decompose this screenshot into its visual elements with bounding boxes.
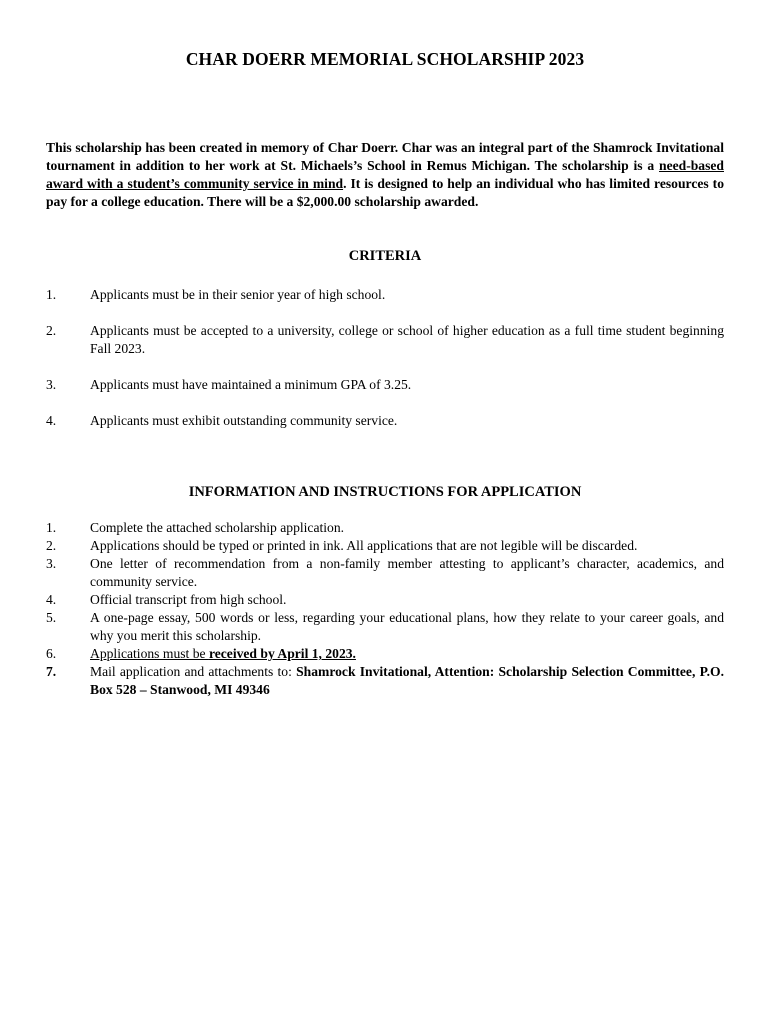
instruction-item xyxy=(46,555,724,591)
criteria-item xyxy=(46,376,724,394)
criteria-item-text: Applicants must exhibit outstanding community service. xyxy=(90,413,398,428)
instruction-item xyxy=(46,609,724,645)
criteria-item-number: 2. xyxy=(46,323,57,338)
instruction-item-text: Applications should be typed or printed in ink. All applications that are not legible will be discarded. xyxy=(90,538,638,553)
intro-paragraph xyxy=(46,139,724,211)
instructions-list xyxy=(46,519,724,699)
instruction-item-text: Official transcript from high school. xyxy=(90,592,287,607)
instruction-item-number: 2. xyxy=(46,538,57,553)
instructions-heading: INFORMATION AND INSTRUCTIONS FOR APPLICATION xyxy=(188,484,582,500)
deadline-date: received by April 1, 2023. xyxy=(208,646,356,661)
instruction-item-number: 4. xyxy=(46,592,57,607)
instruction-item xyxy=(46,591,724,609)
instruction-item-number: 1. xyxy=(46,520,57,535)
criteria-item-number: 3. xyxy=(46,377,57,392)
deadline-text xyxy=(90,646,356,661)
instruction-item-deadline xyxy=(46,645,724,663)
instruction-item-text: One letter of recommendation from a non-family member attesting to applicant’s character, academics, and community service. xyxy=(90,556,724,589)
criteria-item-text: Applicants must be accepted to a university, college or school of higher education as a full time student beginning Fall 2023. xyxy=(90,323,724,356)
criteria-item-text: Applicants must be in their senior year of high school. xyxy=(90,287,386,302)
document-title: CHAR DOERR MEMORIAL SCHOLARSHIP 2023 xyxy=(185,49,585,69)
instruction-item xyxy=(46,519,724,537)
deadline-prefix: Applications must be xyxy=(90,646,209,661)
mailing-prefix: Mail application and attachments to: xyxy=(90,664,297,679)
criteria-item xyxy=(46,286,724,304)
instruction-item-number: 6. xyxy=(46,646,57,661)
intro-underlined-text: need-based award with a student’s community service in mind xyxy=(46,158,724,191)
mailing-address: Shamrock Invitational, Attention: Scholarship Selection Committee, P.O. Box 528 – Stanwood, MI 49346 xyxy=(90,664,724,697)
instruction-item-text: A one-page essay, 500 words or less, regarding your educational plans, how they relate to your career goals, and why you merit this scholarship. xyxy=(90,610,724,643)
criteria-list xyxy=(46,286,724,448)
criteria-heading: CRITERIA xyxy=(348,248,422,264)
criteria-item-number: 1. xyxy=(46,287,57,302)
criteria-item xyxy=(46,412,724,430)
instruction-item-text: Complete the attached scholarship application. xyxy=(90,520,345,535)
criteria-item xyxy=(46,322,724,358)
intro-text-part2: . It is designed to help an individual who has limited resources to pay for a college education. There will be a $2,000.00 scholarship awarded. xyxy=(46,176,724,209)
instruction-item-number: 5. xyxy=(46,610,57,625)
criteria-item-number: 4. xyxy=(46,413,57,428)
criteria-item-text: Applicants must have maintained a minimum GPA of 3.25. xyxy=(90,377,412,392)
intro-text-part1: This scholarship has been created in memory of Char Doerr. Char was an integral part of the Shamrock Invitational tournament in addition to her work at St. Michaels’s School in Remus Michigan. The scholarship is a xyxy=(46,140,724,173)
instruction-item-number: 7. xyxy=(46,664,57,679)
instruction-item xyxy=(46,537,724,555)
instruction-item-mailing xyxy=(46,663,724,699)
instruction-item-number: 3. xyxy=(46,556,57,571)
